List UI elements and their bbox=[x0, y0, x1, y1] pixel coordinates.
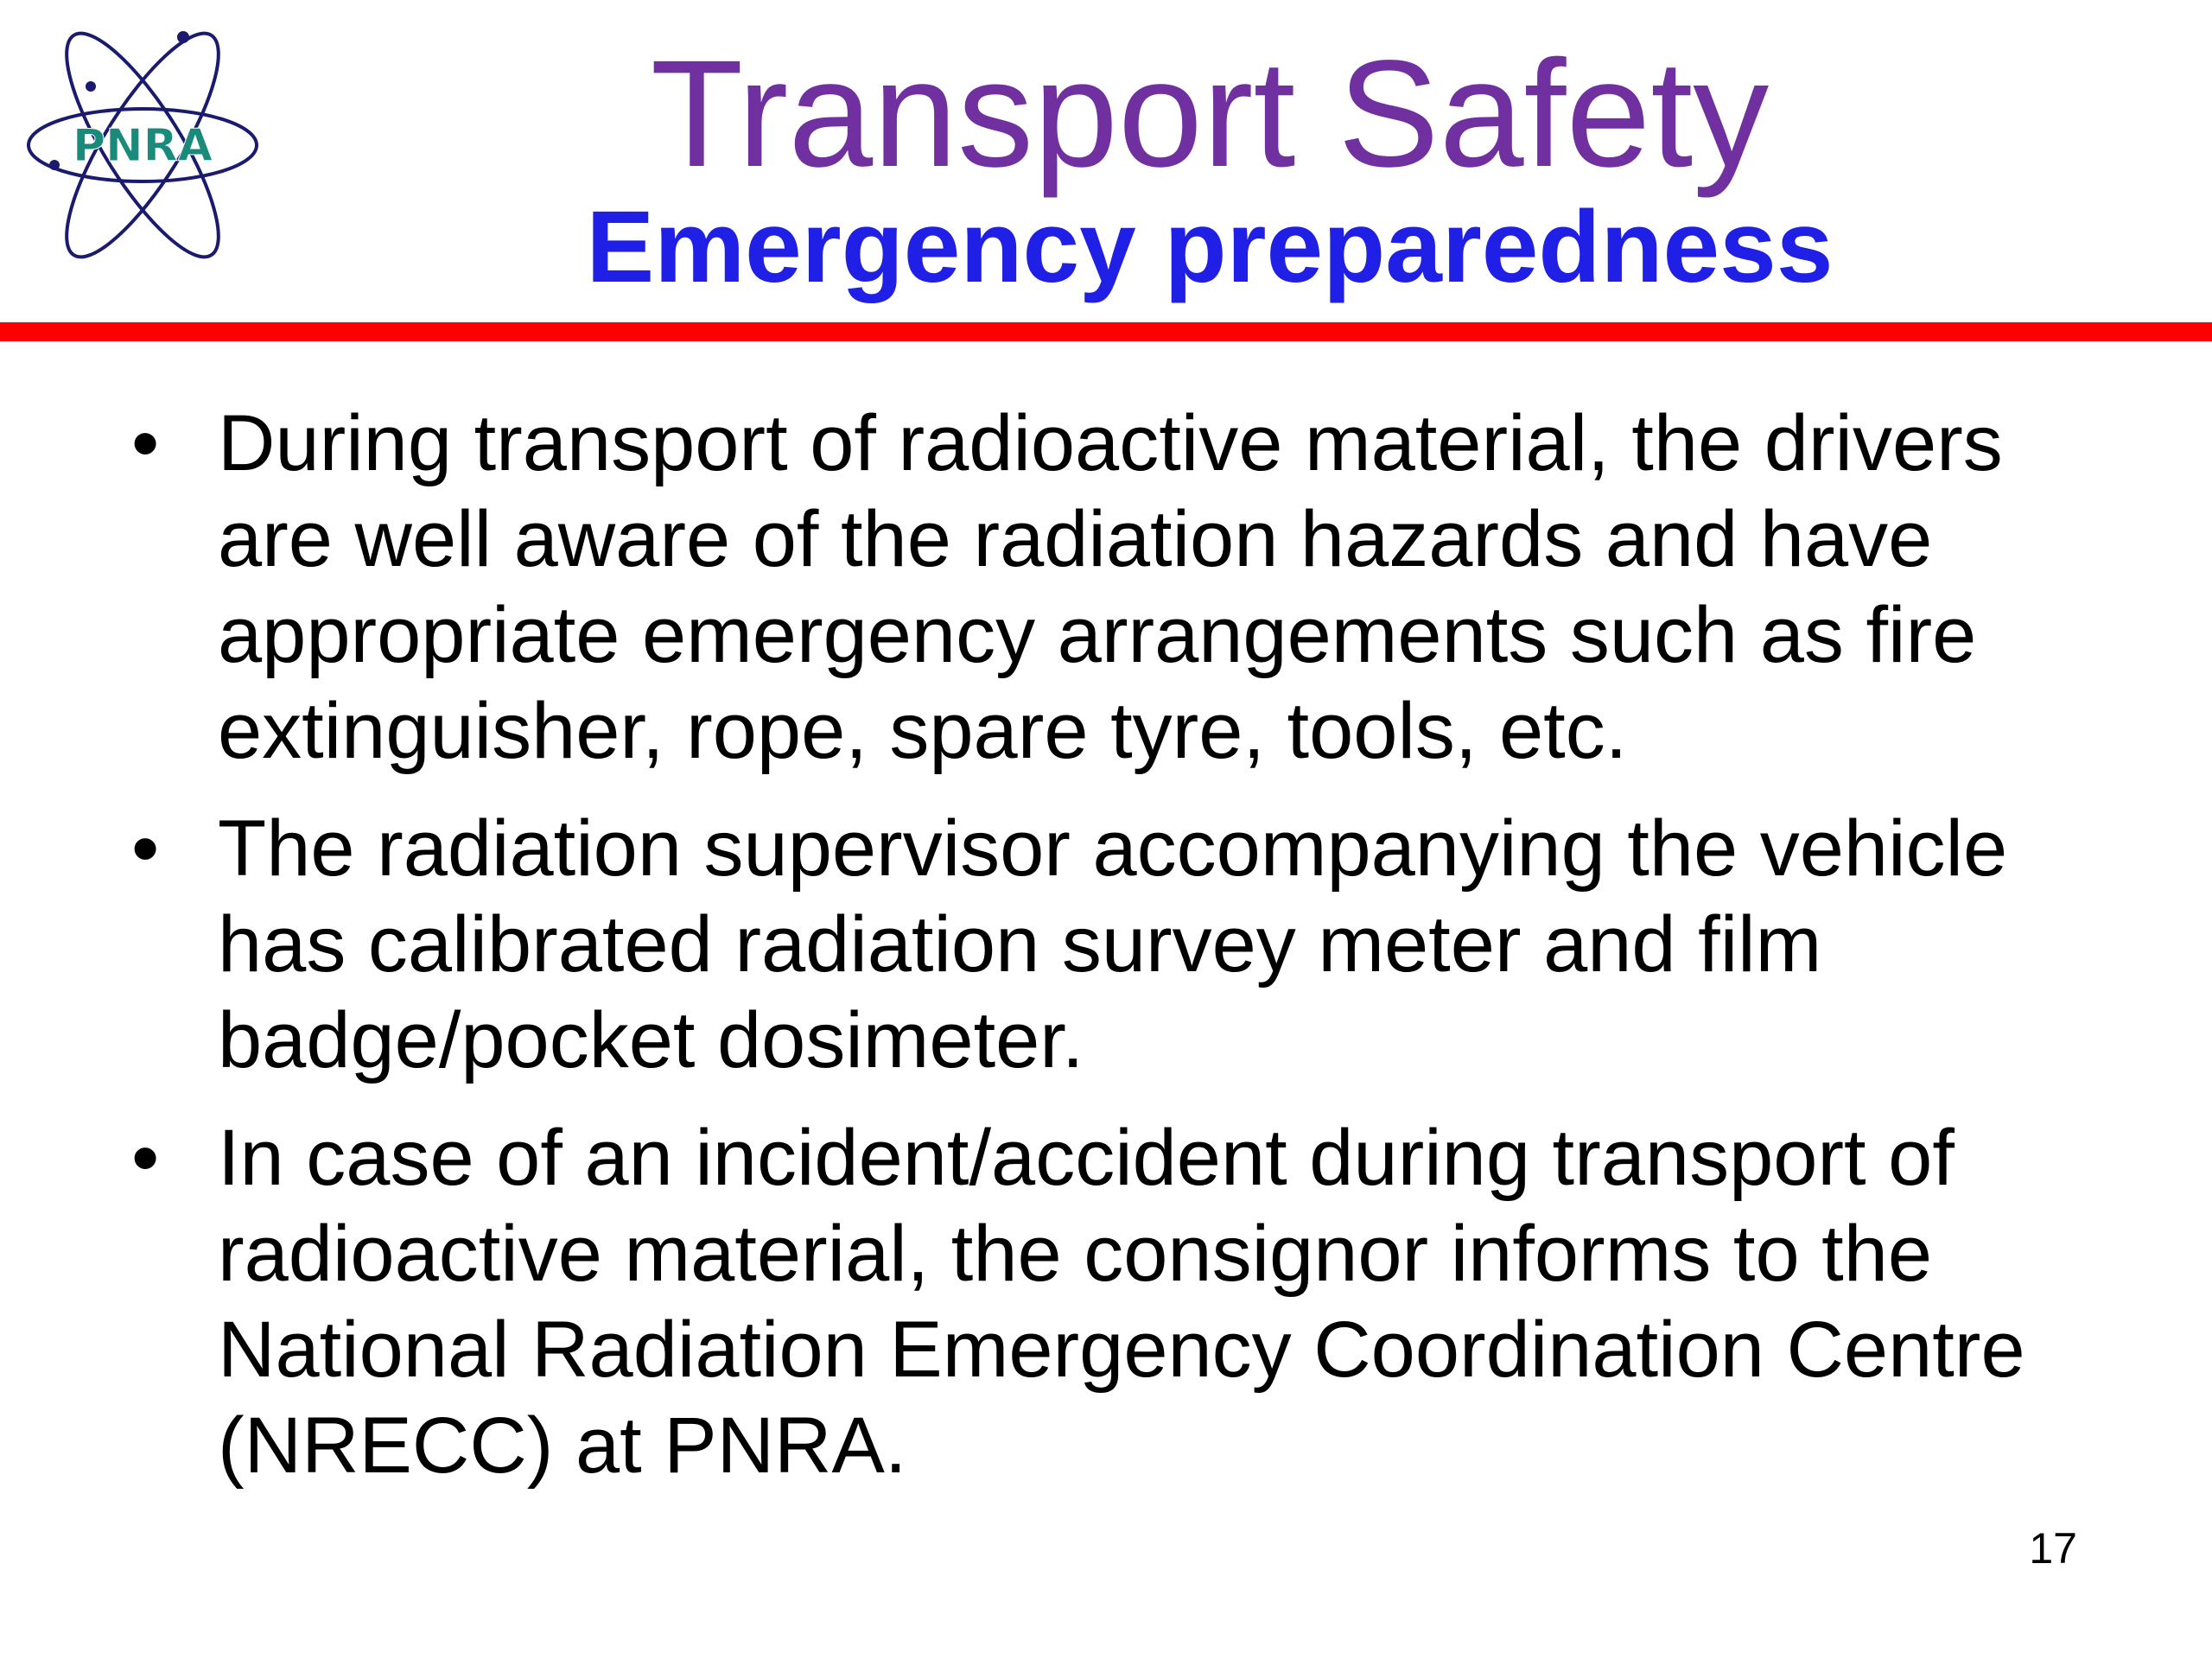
pnra-logo bbox=[22, 16, 264, 283]
bullet-marker: • bbox=[131, 399, 160, 487]
title-divider bbox=[0, 322, 2212, 341]
bullet-marker: • bbox=[131, 804, 160, 893]
bullet-marker: • bbox=[131, 1114, 160, 1202]
slide-title: Transport Safety bbox=[650, 29, 1770, 199]
bullet-list bbox=[130, 396, 2117, 1516]
atom-icon bbox=[22, 16, 264, 283]
logo-text: PNRA bbox=[73, 120, 213, 172]
bullet-item bbox=[130, 801, 2117, 1089]
bullet-item bbox=[130, 396, 2117, 779]
bullet-text: The radiation supervisor accompanying the vehicle has calibrated radiation survey meter and film badge/pocket dosimeter. bbox=[218, 804, 2008, 1084]
bullet-text: During transport of radioactive material, the drivers are well aware of the radiation hazards and have appropriate emergency arrangements such as fire extinguisher, rope, spare tyre, tools, etc. bbox=[218, 399, 2003, 775]
bullet-item bbox=[130, 1110, 2117, 1494]
slide-subtitle: Emergency preparedness bbox=[586, 190, 1834, 304]
bullet-text: In case of an incident/accident during transport of radioactive material, the consignor informs to the National Radiation Emergency Coordination Centre (NRECC) at PNRA. bbox=[218, 1114, 2025, 1490]
page-number: 17 bbox=[2029, 1524, 2077, 1573]
